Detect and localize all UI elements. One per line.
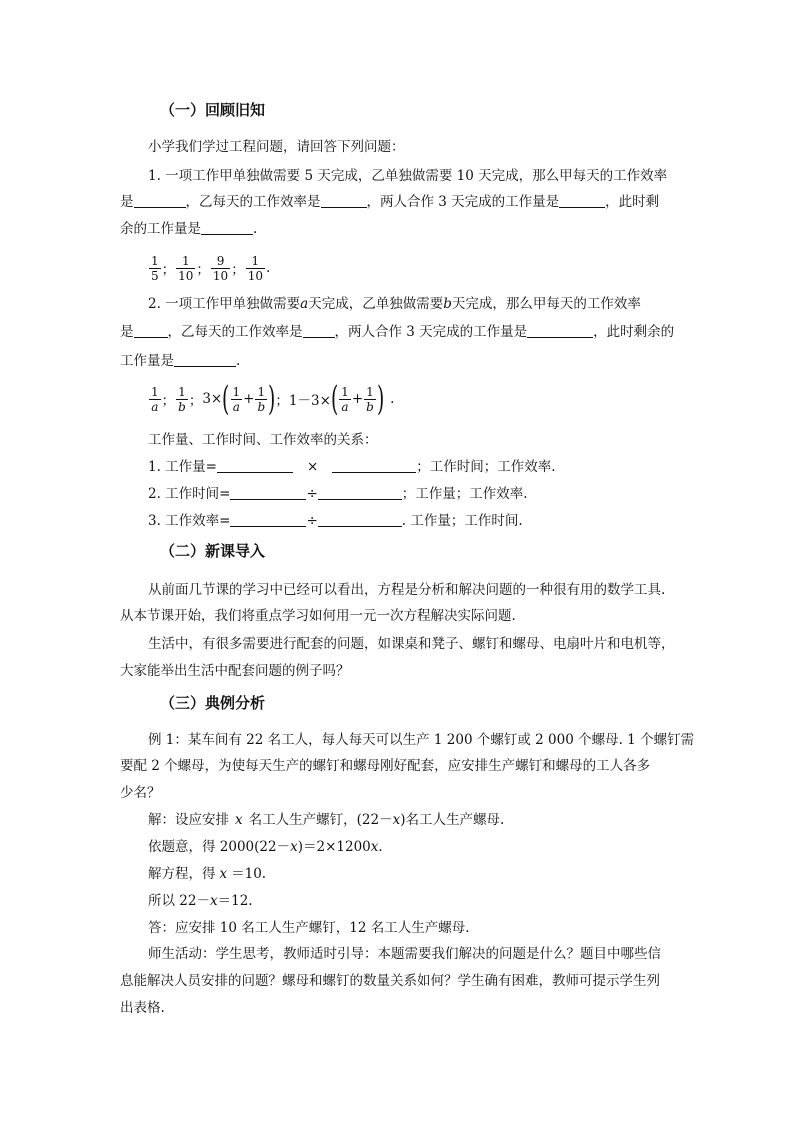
answer-blank (332, 458, 416, 473)
fraction: $\frac{1}{10}$ (247, 253, 263, 283)
answer-blank (559, 193, 605, 208)
answer-blank (134, 193, 186, 208)
solution-line-4: 所以 22－x＝12. (148, 893, 253, 909)
relation-3: 3. 工作效率= ÷ . 工作量；工作时间. (148, 513, 523, 529)
fraction: $\frac{1}{b}$ (257, 384, 266, 414)
relation-1: 1. 工作量= × ；工作时间；工作效率. (148, 459, 556, 475)
question-2-line-1: 2. 一项工作甲单独做需要a天完成，乙单独做需要b天完成，那么甲每天的工作效率 (148, 296, 641, 312)
question-1-line-2: 是 ，乙每天的工作效率是 ，两人合作 3 天完成的工作量是 ，此时剩 (120, 194, 660, 210)
answer-blank (318, 512, 402, 527)
solution-line-1: 解：设应安排 x 名工人生产螺钉，(22－x)名工人生产螺母. (148, 812, 505, 828)
activity-line: 师生活动：学生思考，教师适时引导：本题需要我们解决的问题是什么？题目中哪些信 (148, 946, 661, 962)
solution-line-3: 解方程，得 x ＝10. (148, 866, 267, 882)
paragraph-line: 大家能举出生活中配套问题的例子吗？ (120, 663, 350, 679)
answer-2-expressions: $\frac{1}{a}$ ； $\frac{1}{b}$ ； 3× ( $\frac{1}{a}$ + $\frac{1}{b}$ ) ； 1－3× ( $\frac{1}{a}$ + $\frac{1}{b}$ ) . (151, 379, 395, 419)
question-2-line-2: 是 ，乙每天的工作效率是 ，两人合作 3 天完成的工作量是 ，此时剩余的 (120, 324, 675, 340)
solution-line-2: 依题意，得 2000(22－x)＝2×1200x. (148, 839, 383, 855)
answer-blank (303, 323, 335, 338)
example-line: 例 1：某车间有 22 名工人，每人每天可以生产 1 200 个螺钉或 2 000 个螺母. 1 个螺钉需 (148, 732, 695, 748)
example-line: 要配 2 个螺母，为使每天生产的螺钉和螺母刚好配套，应安排生产螺钉和螺母的工人各多 (120, 758, 651, 774)
question-2-line-3: 工作量是 . (120, 353, 241, 369)
question-1-line-1: 1. 一项工作甲单独做需要 5 天完成，乙单独做需要 10 天完成，那么甲每天的工作效率 (148, 168, 668, 184)
answer-blank (230, 485, 306, 500)
example-line: 少名？ (120, 785, 161, 801)
fraction: $\frac{1}{10}$ (178, 253, 194, 283)
paragraph-line: 生活中，有很多需要进行配套的问题，如课桌和凳子、螺钉和螺母、电扇叶片和电机等， (148, 636, 675, 652)
relation-2: 2. 工作时间= ÷ ；工作量；工作效率. (148, 486, 528, 502)
fraction: $\frac{1}{b}$ (366, 384, 374, 414)
answer-blank (527, 323, 593, 338)
answer-1-fractions: $\frac{1}{5}$ ； $\frac{1}{10}$ ； $\frac{9}{10}$ ； $\frac{1}{10}$ . (151, 253, 271, 283)
section-2-title: （二）新课导入 (160, 542, 266, 560)
answer-blank (321, 193, 367, 208)
section-1-intro: 小学我们学过工程问题，请回答下列问题： (148, 139, 405, 155)
answer-blank (134, 323, 168, 338)
answer-blank (230, 512, 306, 527)
relations-title: 工作量、工作时间、工作效率的关系： (148, 432, 378, 448)
fraction: $\frac{1}{5}$ (151, 253, 159, 283)
paragraph-line: 从前面几节课的学习中已经可以看出，方程是分析和解决问题的一种很有用的数学工具. (148, 582, 666, 598)
fraction: $\frac{9}{10}$ (212, 253, 229, 283)
fraction: $\frac{1}{b}$ (178, 384, 186, 414)
paragraph-line: 从本节课开始，我们将重点学习如何用一元一次方程解决实际问题. (120, 608, 516, 624)
answer-blank (318, 485, 402, 500)
fraction: $\frac{1}{a}$ (341, 384, 349, 414)
fraction: $\frac{1}{a}$ (232, 384, 241, 414)
section-1-title: （一）回顾旧知 (160, 101, 266, 119)
fraction: $\frac{1}{a}$ (151, 384, 159, 414)
activity-line: 息能解决人员安排的问题？螺母和螺钉的数量关系如何？学生确有困难，教师可提示学生列 (120, 973, 660, 989)
answer-blank (174, 352, 236, 367)
answer-line: 答：应安排 10 名工人生产螺钉，12 名工人生产螺母. (148, 920, 470, 936)
section-3-title: （三）典例分析 (160, 694, 266, 712)
answer-blank (201, 220, 253, 235)
question-1-line-3: 余的工作量是 . (120, 221, 258, 237)
answer-blank (217, 458, 293, 473)
activity-line: 出表格. (120, 1000, 165, 1016)
